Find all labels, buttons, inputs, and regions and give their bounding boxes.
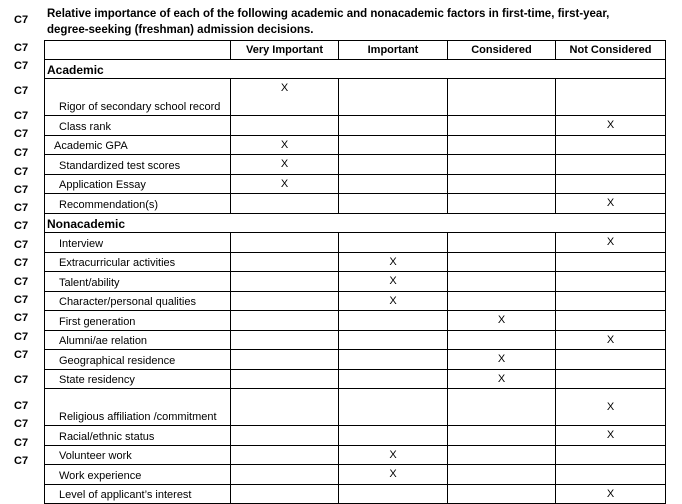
factor-label: State residency (45, 369, 231, 389)
table-header-row (45, 41, 666, 60)
table-row (45, 311, 666, 331)
section-row-academic (45, 59, 666, 79)
row-code: C7 (14, 400, 29, 412)
mark-important (339, 330, 448, 350)
row-code: C7 (14, 42, 29, 54)
mark-very-important (231, 426, 339, 446)
row-code: C7 (14, 349, 29, 361)
mark-not-considered (556, 445, 666, 465)
table-row (45, 79, 666, 116)
mark-important: X (339, 272, 448, 292)
row-code: C7 (14, 14, 29, 26)
section-label: Nonacademic (45, 213, 231, 233)
mark-considered (448, 291, 556, 311)
mark-considered (448, 484, 556, 504)
table-row (45, 484, 666, 504)
row-code: C7 (14, 166, 29, 178)
row-code: C7 (14, 374, 29, 386)
table-row (45, 135, 666, 155)
mark-considered: X (448, 350, 556, 370)
section-filler (231, 59, 666, 79)
row-code: C7 (14, 294, 29, 306)
table-row (45, 272, 666, 292)
admission-factors-table (44, 40, 666, 504)
section-row-nonacademic (45, 213, 666, 233)
mark-important: X (339, 465, 448, 485)
table-row (45, 350, 666, 370)
factor-label: Interview (45, 233, 231, 253)
mark-not-considered: X (556, 484, 666, 504)
row-code: C7 (14, 276, 29, 288)
header-important: Important (339, 41, 448, 60)
mark-not-considered: X (556, 194, 666, 214)
mark-not-considered (556, 350, 666, 370)
mark-considered (448, 252, 556, 272)
page-title: Relative importance of each of the following academic and nonacademic factors in first-time, first-year, degree-seeking (freshman) admission decisions. (47, 8, 610, 36)
row-code: C7 (14, 60, 29, 72)
mark-very-important (231, 465, 339, 485)
factor-label: Academic GPA (45, 135, 231, 155)
row-code: C7 (14, 257, 29, 269)
mark-not-considered: X (556, 330, 666, 350)
mark-not-considered (556, 79, 666, 116)
table-row (45, 369, 666, 389)
table-row (45, 445, 666, 465)
row-code: C7 (14, 220, 29, 232)
factor-label: Application Essay (45, 174, 231, 194)
mark-considered (448, 135, 556, 155)
factor-label: Religious affiliation /commitment (45, 389, 231, 426)
factor-label: Work experience (45, 465, 231, 485)
header-considered: Considered (448, 41, 556, 60)
table-row (45, 389, 666, 426)
row-code: C7 (14, 110, 29, 122)
factor-label: Alumni/ae relation (45, 330, 231, 350)
mark-not-considered: X (556, 233, 666, 253)
mark-important (339, 389, 448, 426)
header-factor (45, 41, 231, 60)
mark-considered (448, 116, 556, 136)
mark-considered (448, 445, 556, 465)
table-row (45, 465, 666, 485)
mark-not-considered (556, 174, 666, 194)
mark-important (339, 350, 448, 370)
table-row (45, 194, 666, 214)
mark-not-considered (556, 252, 666, 272)
row-code: C7 (14, 128, 29, 140)
mark-considered (448, 465, 556, 485)
factor-label: Recommendation(s) (45, 194, 231, 214)
row-code: C7 (14, 437, 29, 449)
mark-considered (448, 272, 556, 292)
mark-very-important (231, 330, 339, 350)
mark-considered (448, 155, 556, 175)
mark-important (339, 233, 448, 253)
mark-important (339, 311, 448, 331)
mark-not-considered (556, 272, 666, 292)
mark-important (339, 155, 448, 175)
table-row (45, 252, 666, 272)
mark-not-considered: X (556, 389, 666, 426)
mark-considered (448, 194, 556, 214)
mark-very-important (231, 116, 339, 136)
mark-very-important (231, 369, 339, 389)
row-code: C7 (14, 455, 29, 467)
mark-very-important (231, 233, 339, 253)
mark-very-important (231, 291, 339, 311)
mark-considered: X (448, 369, 556, 389)
row-code: C7 (14, 331, 29, 343)
row-code: C7 (14, 239, 29, 251)
mark-important (339, 116, 448, 136)
mark-important: X (339, 252, 448, 272)
mark-very-important (231, 484, 339, 504)
mark-important: X (339, 445, 448, 465)
table-row (45, 233, 666, 253)
mark-very-important: X (231, 135, 339, 155)
mark-very-important: X (231, 79, 339, 116)
mark-very-important (231, 445, 339, 465)
mark-important (339, 484, 448, 504)
mark-considered (448, 79, 556, 116)
mark-important: X (339, 291, 448, 311)
row-code: C7 (14, 418, 29, 430)
factor-label: Volunteer work (45, 445, 231, 465)
mark-important (339, 194, 448, 214)
mark-very-important (231, 272, 339, 292)
mark-important (339, 174, 448, 194)
section-label: Academic (45, 59, 231, 79)
row-code: C7 (14, 202, 29, 214)
header-not-considered: Not Considered (556, 41, 666, 60)
mark-very-important (231, 194, 339, 214)
table-row (45, 291, 666, 311)
mark-considered: X (448, 311, 556, 331)
factor-label: Rigor of secondary school record (45, 79, 231, 116)
table-row (45, 155, 666, 175)
section-filler (231, 213, 666, 233)
table-row (45, 426, 666, 446)
table-row (45, 116, 666, 136)
table-row (45, 174, 666, 194)
mark-not-considered: X (556, 116, 666, 136)
mark-very-important: X (231, 174, 339, 194)
mark-not-considered (556, 311, 666, 331)
factor-label: Standardized test scores (45, 155, 231, 175)
factor-label: Geographical residence (45, 350, 231, 370)
factor-label: Level of applicant’s interest (45, 484, 231, 504)
mark-considered (448, 330, 556, 350)
mark-very-important: X (231, 155, 339, 175)
mark-considered (448, 174, 556, 194)
factor-label: First generation (45, 311, 231, 331)
mark-very-important (231, 311, 339, 331)
mark-very-important (231, 350, 339, 370)
mark-not-considered (556, 369, 666, 389)
mark-considered (448, 233, 556, 253)
mark-important (339, 135, 448, 155)
mark-not-considered (556, 465, 666, 485)
row-code: C7 (14, 184, 29, 196)
mark-considered (448, 389, 556, 426)
row-code: C7 (14, 85, 29, 97)
factor-label: Talent/ability (45, 272, 231, 292)
header-very-important: Very Important (231, 41, 339, 60)
row-code: C7 (14, 147, 29, 159)
row-code: C7 (14, 312, 29, 324)
mark-not-considered (556, 155, 666, 175)
mark-important (339, 369, 448, 389)
mark-considered (448, 426, 556, 446)
table-row (45, 330, 666, 350)
mark-very-important (231, 252, 339, 272)
factor-label: Character/personal qualities (45, 291, 231, 311)
mark-important (339, 426, 448, 446)
mark-important (339, 79, 448, 116)
mark-not-considered (556, 135, 666, 155)
mark-not-considered: X (556, 426, 666, 446)
mark-not-considered (556, 291, 666, 311)
mark-very-important (231, 389, 339, 426)
factor-label: Extracurricular activities (45, 252, 231, 272)
factor-label: Class rank (45, 116, 231, 136)
factor-label: Racial/ethnic status (45, 426, 231, 446)
